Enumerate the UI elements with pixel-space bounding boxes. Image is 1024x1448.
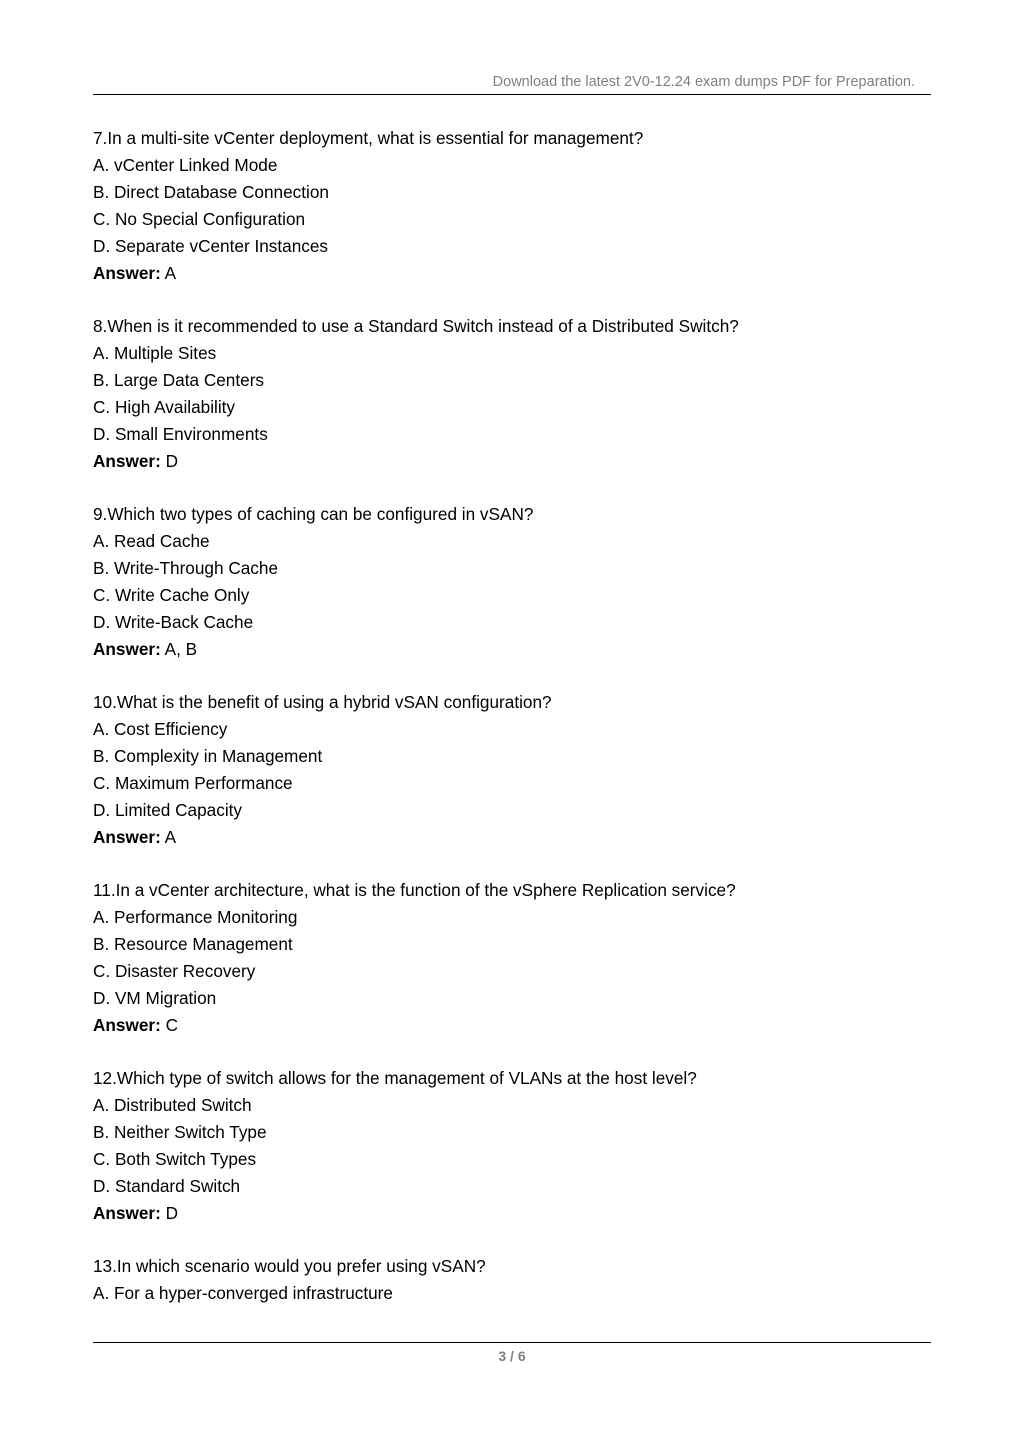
question-block <box>93 501 931 663</box>
answer-option: C. Disaster Recovery <box>93 961 256 981</box>
answer-option: A. Cost Efficiency <box>93 719 228 739</box>
answer-option: C. High Availability <box>93 397 236 417</box>
answer-label: Answer: <box>93 639 161 659</box>
question-block <box>93 1253 931 1307</box>
question-block <box>93 1065 931 1227</box>
answer-option: C. Write Cache Only <box>93 585 250 605</box>
document-body <box>93 125 931 1333</box>
answer-option: B. Write-Through Cache <box>93 558 279 578</box>
page-header <box>93 72 931 95</box>
answer-option: D. Standard Switch <box>93 1176 241 1196</box>
answer-option: B. Neither Switch Type <box>93 1122 267 1142</box>
question-text: 10.What is the benefit of using a hybrid vSAN configuration? <box>93 692 552 712</box>
answer-option: D. Limited Capacity <box>93 800 243 820</box>
answer-option: C. Maximum Performance <box>93 773 293 793</box>
answer-label: Answer: <box>93 827 161 847</box>
answer-option: A. Read Cache <box>93 531 210 551</box>
answer-line <box>93 448 931 475</box>
answer-option: D. Separate vCenter Instances <box>93 236 329 256</box>
answer-option: A. Performance Monitoring <box>93 907 298 927</box>
answer-option: A. For a hyper-converged infrastructure <box>93 1283 393 1303</box>
page-number: 3 / 6 <box>498 1348 526 1364</box>
answer-value: A, B <box>164 639 198 659</box>
answer-label: Answer: <box>93 263 161 283</box>
answer-option: B. Complexity in Management <box>93 746 323 766</box>
answer-line <box>93 1012 931 1039</box>
answer-option: D. Write-Back Cache <box>93 612 254 632</box>
answer-label: Answer: <box>93 451 161 471</box>
answer-value: A <box>164 827 177 847</box>
answer-option: A. Distributed Switch <box>93 1095 252 1115</box>
question-block <box>93 125 931 287</box>
answer-value: C <box>165 1015 179 1035</box>
question-text: 9.Which two types of caching can be configured in vSAN? <box>93 504 534 524</box>
answer-option: B. Large Data Centers <box>93 370 265 390</box>
header-text: Download the latest 2V0-12.24 exam dumps PDF for Preparation. <box>492 74 915 90</box>
answer-value: D <box>165 1203 179 1223</box>
question-block <box>93 689 931 851</box>
answer-option: B. Direct Database Connection <box>93 182 329 202</box>
answer-option: C. Both Switch Types <box>93 1149 257 1169</box>
answer-line <box>93 1200 931 1227</box>
page-footer <box>93 1342 931 1364</box>
answer-value: D <box>165 451 179 471</box>
answer-line <box>93 260 931 287</box>
question-text: 12.Which type of switch allows for the management of VLANs at the host level? <box>93 1068 697 1088</box>
question-text: 11.In a vCenter architecture, what is the function of the vSphere Replication service? <box>93 880 736 900</box>
answer-option: C. No Special Configuration <box>93 209 306 229</box>
answer-option: D. VM Migration <box>93 988 217 1008</box>
answer-option: A. vCenter Linked Mode <box>93 155 278 175</box>
question-block <box>93 313 931 475</box>
answer-label: Answer: <box>93 1015 161 1035</box>
answer-option: D. Small Environments <box>93 424 268 444</box>
answer-label: Answer: <box>93 1203 161 1223</box>
question-block <box>93 877 931 1039</box>
answer-option: B. Resource Management <box>93 934 293 954</box>
question-text: 8.When is it recommended to use a Standard Switch instead of a Distributed Switch? <box>93 316 739 336</box>
answer-option: A. Multiple Sites <box>93 343 217 363</box>
answer-line <box>93 636 931 663</box>
question-text: 7.In a multi-site vCenter deployment, what is essential for management? <box>93 128 644 148</box>
answer-line <box>93 824 931 851</box>
question-text: 13.In which scenario would you prefer using vSAN? <box>93 1256 486 1276</box>
answer-value: A <box>164 263 177 283</box>
